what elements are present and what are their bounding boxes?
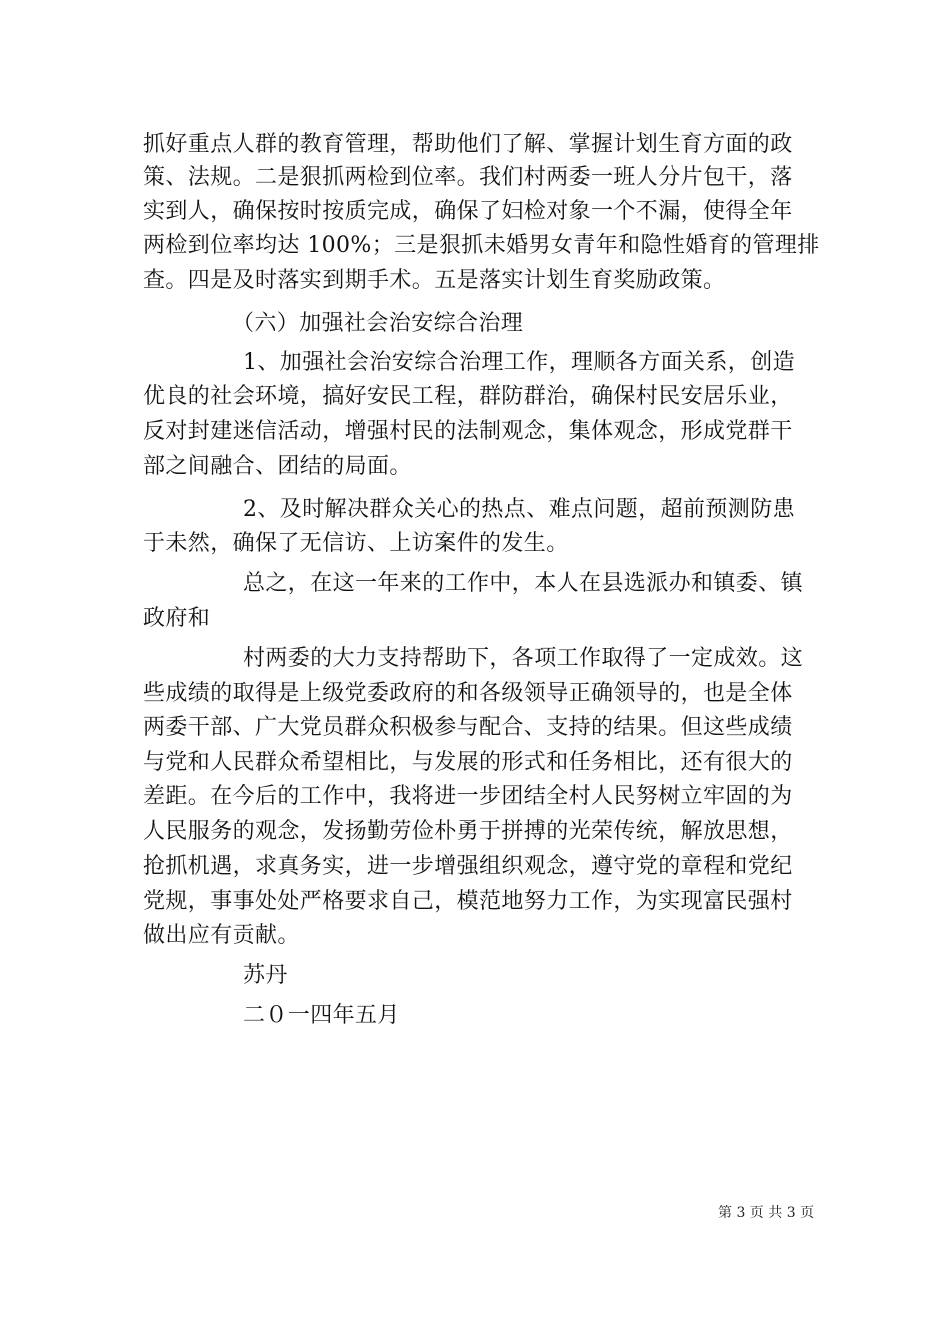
body-line: 反对封建迷信活动，增强村民的法制观念，集体观念，形成党群干 [143,419,793,444]
signature-date: 二０一四年五月 [243,1003,400,1028]
body-line: 党规，事事处处严格要求自己，模范地努力工作，为实现富民强村 [143,889,793,914]
body-line: 1、加强社会治安综合治理工作，理顺各方面关系，创造 [243,350,795,375]
body-line: 查。四是及时落实到期手术。五是落实计划生育奖励政策。 [143,268,726,293]
body-line: 两检到位率均达 100%；三是狠抓未婚男女青年和隐性婚育的管理排 [143,233,820,258]
body-line: 部之间融合、团结的局面。 [143,454,412,479]
body-line: 人民服务的观念，发扬勤劳俭朴勇于拼搏的光荣传统，解放思想， [143,819,793,844]
body-line: 2、及时解决群众关心的热点、难点问题，超前预测防患 [243,497,795,522]
section-heading: （六）加强社会治安综合治理 [232,311,524,336]
body-line: 与党和人民群众希望相比，与发展的形式和任务相比，还有很大的 [143,750,793,775]
body-line: 政府和 [143,606,211,631]
body-line: 些成绩的取得是上级党委政府的和各级领导正确领导的，也是全体 [143,681,793,706]
body-line: 于未然，确保了无信访、上访案件的发生。 [143,531,569,556]
body-line: 策、法规。二是狠抓两检到位率。我们村两委一班人分片包干，落 [143,165,793,190]
page-number: 第 3 页 共 3 页 [718,1205,815,1221]
body-line: 总之，在这一年来的工作中，本人在县选派办和镇委、镇 [243,571,804,596]
signature-name: 苏丹 [243,963,288,988]
body-line: 优良的社会环境，搞好安民工程，群防群治，确保村民安居乐业， [143,384,793,409]
body-line: 两委干部、广大党员群众积极参与配合、支持的结果。但这些成绩 [143,715,793,740]
body-line: 抢抓机遇，求真务实，进一步增强组织观念，遵守党的章程和党纪 [143,854,793,879]
body-line: 抓好重点人群的教育管理，帮助他们了解、掌握计划生育方面的政 [143,132,793,157]
body-line: 做出应有贡献。 [143,923,300,948]
body-line: 差距。在今后的工作中，我将进一步团结全村人民努树立牢固的为 [143,784,793,809]
body-line: 实到人，确保按时按质完成，确保了妇检对象一个不漏，使得全年 [143,199,793,224]
body-line: 村两委的大力支持帮助下，各项工作取得了一定成效。这 [243,646,804,671]
